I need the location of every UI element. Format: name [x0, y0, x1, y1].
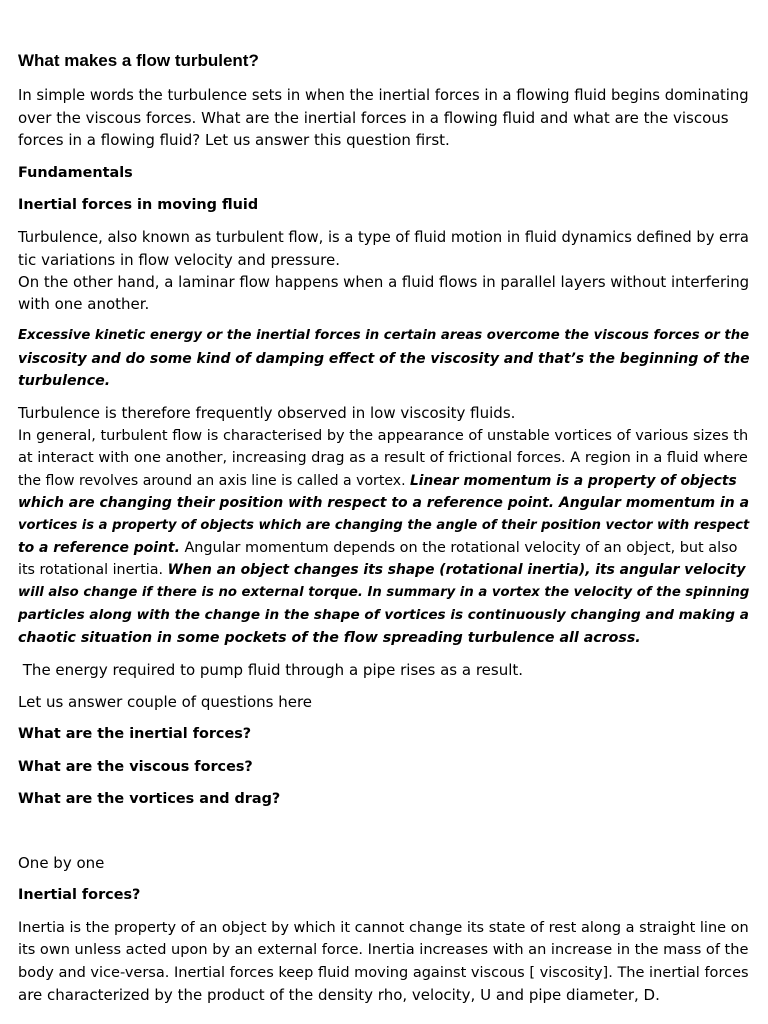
turbulence-def-line-3: On the other hand, a laminar flow happens when a fluid flows in parallel layers without interfering: [18, 273, 750, 291]
inertia-line-4: are characterized by the product of the density rho, velocity, U and pipe diameter, D.: [18, 986, 660, 1004]
emphasis-line-3: turbulence.: [18, 373, 111, 389]
turbulence-def-line-4: with one another.: [18, 295, 150, 313]
vortex-line-4-plain: the flow revolves around an axis line is called a vortex.: [18, 473, 411, 489]
intro-line-1: In simple words the turbulence sets in when the inertial forces in a flowing fluid begins dominating: [18, 87, 749, 104]
vortex-line-6: vortices is a property of objects which are changing the angle of their position vector with respect: [18, 518, 750, 533]
vortex-line-8: [18, 559, 745, 581]
vortex-line-9: will also change if there is no external torque. In summary in a vortex the velocity of the spinning: [18, 585, 750, 600]
vortex-line-4-bold: Linear momentum is a property of objects: [410, 473, 737, 489]
inertia-line-3: body and vice-versa. Inertial forces keep fluid moving against viscous [ viscosity]. The inertial forces: [18, 965, 749, 981]
turbulence-def-line-1: Turbulence, also known as turbulent flow, is a type of fluid motion in fluid dynamics defined by erra: [18, 229, 749, 246]
turbulence-def-line-2: tic variations in flow velocity and pressure.: [18, 251, 341, 269]
vortex-line-1: Turbulence is therefore frequently observed in low viscosity fluids.: [18, 404, 516, 422]
inertia-line-2: its own unless acted upon by an external force. Inertia increases with an increase in the mass of the: [18, 942, 749, 958]
vortex-line-8-bold: When an object changes its shape (rotational inertia), its angular velocity: [167, 562, 746, 578]
vortex-line-4: [18, 470, 737, 492]
heading-fundamentals: Fundamentals: [18, 165, 133, 181]
article-title: What makes a flow turbulent?: [18, 51, 259, 70]
one-by-one: One by one: [18, 854, 105, 872]
intro-line-2: over the viscous forces. What are the inertial forces in a flowing fluid and what are the viscous: [18, 109, 729, 127]
vortex-line-7-bold: to a reference point.: [18, 540, 180, 556]
emphasis-line-2: viscosity and do some kind of damping effect of the viscosity and that’s the beginning of the: [18, 351, 750, 367]
question-viscous-forces: What are the viscous forces?: [18, 759, 253, 775]
question-vortices-drag: What are the vortices and drag?: [18, 791, 281, 807]
emphasis-line-1: Excessive kinetic energy or the inertial forces in certain areas overcome the viscous forces or the: [18, 328, 750, 343]
vortex-line-7-plain: Angular momentum depends on the rotational velocity of an object, but also: [179, 540, 738, 556]
heading-inertial-moving-fluid: Inertial forces in moving fluid: [18, 197, 259, 213]
question-inertial-forces: What are the inertial forces?: [18, 726, 252, 742]
vortex-line-5: which are changing their position with respect to a reference point. Angular momentum in a: [18, 495, 750, 511]
heading-inertial-forces: Inertial forces?: [18, 887, 141, 903]
inertia-line-1: Inertia is the property of an object by which it cannot change its state of rest along a straight line on: [18, 920, 749, 936]
vortex-line-8-plain: its rotational inertia.: [18, 562, 168, 578]
vortex-line-2: In general, turbulent flow is characterised by the appearance of unstable vortices of various sizes th: [18, 428, 749, 444]
vortex-line-11: chaotic situation in some pockets of the flow spreading turbulence all across.: [18, 630, 641, 646]
energy-line: The energy required to pump fluid through a pipe rises as a result.: [18, 661, 524, 679]
vortex-line-3: at interact with one another, increasing drag as a result of frictional forces. A region in a fluid where: [18, 449, 748, 466]
vortex-line-7: [18, 537, 737, 559]
vortex-line-10: particles along with the change in the shape of vortices is continuously changing and making a: [18, 607, 749, 623]
intro-line-3: forces in a flowing fluid? Let us answer this question first.: [18, 131, 450, 149]
questions-intro: Let us answer couple of questions here: [18, 693, 313, 711]
